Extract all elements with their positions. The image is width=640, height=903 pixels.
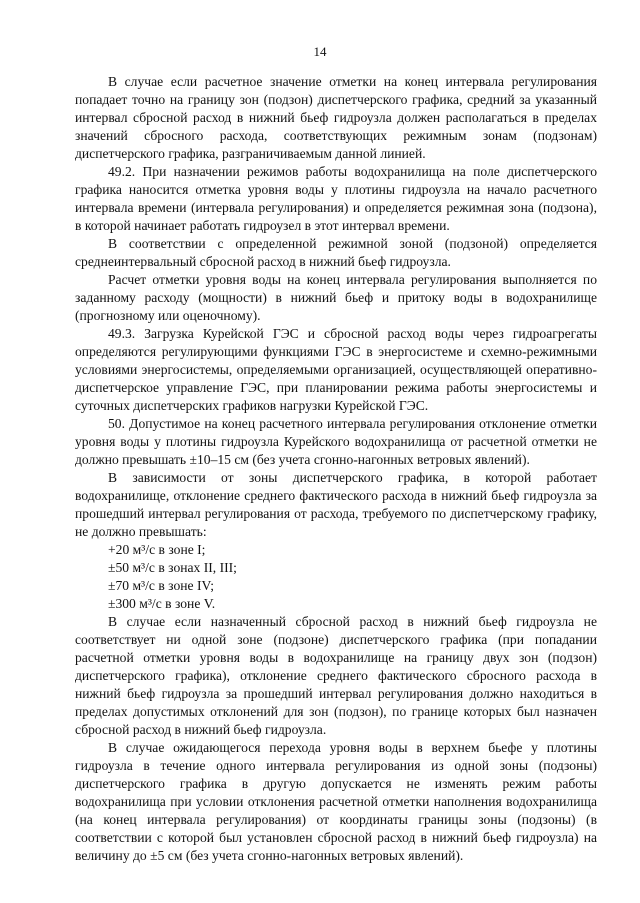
paragraph-no-zone-match: В случае если назначенный сбросной расход в нижний бьеф гидроузла не соответствует ни одной зоне (подзоне) диспетчерского графика (при попадании расчетной отметки уровня воды в водохранилище на границу двух зон (подзон) диспетчерского графика), отклонение среднего фактического сбросного расхода в нижний бьеф гидроузла за прошедший интервал регулирования должно находиться в пределах допустимых отклонений для зон (подзон), по границе которых был назначен сбросной расход в нижний бьеф гидроузла. [75,614,597,737]
paragraph-zone-discharge: В соответствии с определенной режимной зоной (подзоной) определяется среднеинтервальный сбросной расход в нижний бьеф гидроузла. [75,236,597,269]
paragraph-deviation-intro: В зависимости от зоны диспетчерского графика, в которой работает водохранилище, отклонение среднего фактического расхода в нижний бьеф гидроузла за прошедший интервал регулирования от расхода, требуемого по диспетчерскому графику, не должно превышать: [75,470,597,539]
deviation-zone-4: ±70 м³/с в зоне IV; [108,578,215,593]
deviation-zones-2-3: ±50 м³/с в зонах II, III; [108,560,237,575]
paragraph-boundary-case: В случае если расчетное значение отметки на конец интервала регулирования попадает точно на границу зон (подзон) диспетчерского графика, средний за указанный интервал сбросной расход в нижний бьеф гидроузла должен располагаться в пределах значений сбросного расхода, соответствующих режимным зонам (подзонам) диспетчерского графика, разграничиваемым данной линией. [75,74,597,161]
page-number: 14 [313,44,327,59]
paragraph-49-2: 49.2. При назначении режимов работы водохранилища на поле диспетчерского графика наносится отметка уровня воды у плотины гидроузла на начало расчетного интервала времени (интервала регулирования) и определяется режимная зона (подзона), в которой начинает работать гидроузел в этот интервал времени. [75,164,597,233]
deviation-zone-5: ±300 м³/с в зоне V. [108,596,216,611]
deviation-zone-1: +20 м³/с в зоне I; [108,542,206,557]
paragraph-50: 50. Допустимое на конец расчетного интервала регулирования отклонение отметки уровня воды у плотины гидроузла Курейского водохранилища от расчетной отметки не должно превышать ±10–15 см (без учета сгонно-нагонных ветровых явлений). [75,416,597,467]
paragraph-zone-transition: В случае ожидающегося перехода уровня воды в верхнем бьефе у плотины гидроузла в течение одного интервала регулирования из одной зоны (подзоны) диспетчерского графика в другую допускается не изменять режим работы водохранилища при условии отклонения расчетной отметки наполнения водохранилища (на конец интервала регулирования) от координаты границы зоны (подзоны) (в соответствии с которой был установлен сбросной расход в нижний бьеф гидроузла) на величину до ±5 см (без учета сгонно-нагонных ветровых явлений). [75,740,597,863]
document-body [75,73,597,865]
paragraph-49-3: 49.3. Загрузка Курейской ГЭС и сбросной расход воды через гидроагрегаты определяются регулирующими функциями ГЭС в энергосистеме и схемно-режимными условиями энергосистемы, определяемыми организацией, осуществляющей оперативно-диспетчерское управление ГЭС, при планировании режима работы энергосистемы и суточных диспетчерских графиков нагрузки Курейской ГЭС. [75,326,597,413]
paragraph-level-calculation: Расчет отметки уровня воды на конец интервала регулирования выполняется по заданному расходу (мощности) в нижний бьеф и притоку воды в водохранилище (прогнозному или оценочному). [75,272,597,323]
